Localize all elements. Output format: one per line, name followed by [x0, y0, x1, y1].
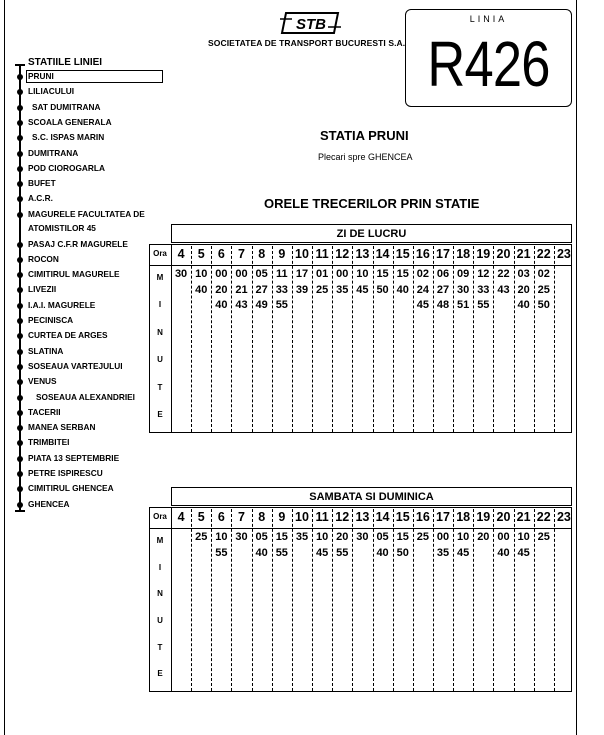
station-item: ATOMISTILOR 45 [28, 223, 96, 234]
minute-cell: 22 [497, 268, 510, 280]
station-item: CIMITIRUL MAGURELE [28, 269, 120, 280]
station-dot [17, 440, 23, 446]
station-dot [17, 212, 23, 218]
minute-cell: 33 [275, 283, 288, 296]
header-separator [149, 265, 572, 266]
hour-column-separator [554, 246, 555, 432]
minute-cell: 35 [295, 531, 309, 543]
minute-cell: 51 [457, 299, 470, 311]
hour-cell: 7 [238, 510, 245, 524]
station-dot [17, 272, 23, 278]
minute-cell: 50 [376, 283, 389, 296]
station-item: SAT DUMITRANA [32, 101, 101, 112]
hour-column-separator [554, 509, 555, 691]
hour-cell: 17 [436, 247, 450, 261]
hour-cell: 5 [197, 510, 205, 524]
hour-cell: 13 [355, 510, 370, 524]
minute-cell: 49 [255, 299, 268, 311]
minute-cell: 39 [295, 283, 309, 296]
minute-letter: I [158, 562, 162, 572]
station-item: CIMITIRUL GHENCEA [28, 483, 114, 494]
station-item: PASAJ C.F.R MAGURELE [28, 238, 128, 249]
station-dot [17, 410, 23, 416]
minute-cell: 48 [436, 299, 450, 311]
minute-cell: 50 [396, 546, 409, 559]
table-title: ZI DE LUCRU [171, 224, 572, 243]
minute-cell: 00 [497, 531, 510, 543]
minute-cell: 45 [356, 283, 369, 296]
minute-letter: M [156, 273, 164, 282]
minute-cell: 00 [336, 268, 349, 280]
station-dot [17, 471, 23, 477]
hour-cell: 8 [258, 510, 266, 524]
minute-cell: 45 [315, 546, 329, 559]
hour-cell: 6 [217, 510, 225, 524]
line-number: R426 [427, 28, 550, 100]
hour-cell: 22 [536, 247, 551, 261]
station-dot [17, 74, 23, 80]
station-item: ROCON [28, 253, 59, 264]
station-dot [17, 242, 23, 248]
station-dot [17, 151, 23, 157]
minute-cell: 25 [195, 531, 208, 543]
hour-cell: 20 [496, 510, 511, 524]
hour-cell: 14 [375, 247, 390, 261]
minute-cell: 40 [497, 546, 510, 559]
minute-cell: 25 [537, 283, 550, 296]
station-item: SLATINA [28, 345, 64, 356]
minute-cell: 02 [416, 268, 429, 280]
minute-cell: 40 [215, 299, 228, 311]
minute-cell: 20 [215, 283, 228, 296]
hour-cell: 15 [395, 510, 410, 524]
minute-cell: 15 [275, 531, 288, 543]
station-item: CURTEA DE ARGES [28, 330, 108, 341]
station-dot [17, 135, 23, 141]
minute-letter: U [157, 616, 163, 625]
hour-cell: 15 [395, 247, 410, 261]
minute-cell: 15 [396, 531, 409, 543]
hour-cell: 14 [375, 510, 390, 524]
minute-cell: 25 [537, 531, 550, 543]
hour-cell: 10 [295, 247, 309, 261]
minute-cell: 55 [336, 546, 349, 559]
minute-cell: 45 [416, 299, 429, 311]
station-item: A.C.R. [28, 193, 53, 204]
station-dot [17, 318, 23, 324]
minute-cell: 27 [436, 283, 450, 296]
station-dot [17, 333, 23, 339]
minute-letter: T [157, 382, 163, 392]
minute-cell: 10 [315, 531, 329, 543]
minute-letter: T [157, 642, 163, 652]
station-item: PECINISCA [28, 315, 74, 325]
minute-cell: 05 [255, 531, 268, 543]
stations-title: STATIILE LINIEI [28, 57, 103, 68]
station-dot [17, 166, 23, 172]
minute-cell: 12 [477, 268, 490, 280]
page-border-left [4, 0, 5, 735]
minute-cell: 43 [235, 299, 248, 311]
minute-cell: 30 [356, 531, 369, 543]
minute-cell: 17 [295, 268, 309, 280]
hour-cell: 8 [258, 247, 266, 261]
hour-cell: 19 [476, 510, 491, 524]
hour-cell: 11 [315, 510, 329, 524]
minute-cell: 50 [537, 299, 550, 311]
minute-cell: 40 [255, 546, 268, 559]
station-item: SOSEAUA VARTEJULUI [28, 360, 123, 371]
minute-cell: 10 [517, 531, 530, 543]
minute-cell: 00 [436, 531, 450, 543]
station-item: BUFET [28, 178, 56, 189]
hour-cell: 9 [278, 510, 286, 524]
stop-name: STATIA PRUNI [320, 128, 409, 143]
station-dot [17, 303, 23, 309]
hour-cell: 16 [415, 247, 430, 261]
minute-cell: 10 [195, 268, 208, 280]
station-item: MAGURELE FACULTATEA DE [28, 208, 145, 219]
minute-letter: M [156, 536, 164, 545]
minute-letter: N [157, 327, 163, 337]
hour-cell: 4 [177, 247, 185, 261]
station-item: MANEA SERBAN [28, 422, 96, 433]
minute-cell: 10 [457, 531, 470, 543]
minute-cell: 00 [215, 268, 228, 280]
logo-text: STB [296, 16, 326, 33]
minute-cell: 10 [215, 531, 228, 543]
station-dot [17, 395, 23, 401]
station-item: I.A.I. MAGURELE [28, 299, 96, 310]
minute-cell: 11 [276, 268, 288, 280]
minute-cell: 20 [336, 531, 349, 543]
station-dot [17, 425, 23, 431]
ora-label: Ora [153, 512, 167, 521]
station-dot [17, 257, 23, 263]
minute-cell: 30 [457, 283, 470, 296]
station-item: TACERII [28, 406, 61, 417]
minute-cell: 02 [537, 268, 550, 280]
station-dot [17, 287, 23, 293]
station-dot [17, 364, 23, 370]
hour-cell: 23 [556, 247, 571, 261]
minute-cell: 25 [416, 531, 429, 543]
minute-letter: E [157, 669, 163, 679]
station-dot [17, 120, 23, 126]
line-label: LINIA [469, 14, 508, 24]
minute-cell: 15 [376, 268, 389, 280]
station-dot [17, 196, 23, 202]
minute-cell: 45 [517, 546, 530, 559]
minute-cell: 03 [517, 268, 530, 280]
minute-cell: 10 [356, 268, 369, 280]
station-item: PIATA 13 SEPTEMBRIE [28, 452, 120, 463]
station-item: SCOALA GENERALA [28, 116, 112, 127]
station-item: GHENCEA [28, 498, 70, 509]
station-item: SOSEAUA ALEXANDRIEI [36, 391, 135, 402]
minute-cell: 27 [255, 283, 268, 296]
station-item: LIVEZII [28, 284, 57, 295]
hour-cell: 6 [217, 247, 225, 261]
minute-cell: 43 [497, 283, 510, 296]
minute-cell: 55 [215, 546, 228, 559]
minute-cell: 15 [396, 268, 409, 280]
station-dot [17, 456, 23, 462]
station-item: TRIMBITEI [28, 437, 70, 448]
minute-letter: E [157, 410, 163, 420]
hour-cell: 20 [496, 247, 511, 261]
minute-cell: 00 [235, 268, 248, 280]
minute-cell: 40 [396, 283, 409, 296]
minute-cell: 40 [517, 299, 530, 311]
hour-cell: 22 [536, 510, 551, 524]
minute-cell: 05 [255, 268, 268, 280]
hour-cell: 7 [238, 247, 245, 261]
minute-cell: 21 [235, 283, 248, 296]
station-item: LILIACULUI [28, 86, 75, 97]
hour-cell: 18 [456, 510, 471, 524]
minute-cell: 05 [376, 531, 389, 543]
minute-cell: 33 [477, 283, 490, 296]
route-cap-bottom [15, 510, 25, 512]
hour-cell: 12 [335, 510, 350, 524]
minute-cell: 20 [477, 531, 490, 543]
header-separator [149, 528, 572, 529]
minute-letter: U [157, 355, 163, 365]
minute-cell: 40 [195, 283, 208, 296]
station-item: VENUS [28, 376, 57, 387]
page-border-right [576, 0, 577, 735]
stb-logo [278, 10, 342, 36]
station-dot [17, 486, 23, 492]
station-dot [17, 181, 23, 187]
station-item: PETRE ISPIRESCU [28, 468, 103, 478]
minute-cell: 30 [174, 268, 188, 280]
minute-cell: 55 [275, 299, 288, 311]
hour-cell: 21 [516, 510, 531, 524]
route-cap-top [15, 64, 25, 66]
minute-cell: 55 [275, 546, 288, 559]
hour-cell: 13 [355, 247, 370, 261]
minute-cell: 09 [457, 268, 470, 280]
ora-label: Ora [153, 249, 167, 258]
hour-cell: 16 [415, 510, 430, 524]
minute-cell: 55 [477, 299, 490, 311]
station-dot [17, 105, 23, 111]
minute-cell: 06 [436, 268, 450, 280]
hour-cell: 21 [516, 247, 531, 261]
minute-cell: 24 [416, 283, 429, 296]
minute-cell: 30 [235, 531, 248, 543]
minute-letter: N [157, 589, 163, 599]
hour-cell: 4 [177, 510, 185, 524]
minute-cell: 35 [336, 283, 349, 296]
hour-cell: 9 [278, 247, 286, 261]
hour-cell: 17 [436, 510, 450, 524]
ora-separator [171, 507, 172, 692]
minute-letter: I [158, 300, 162, 310]
station-item: S.C. ISPAS MARIN [32, 132, 105, 143]
minute-cell: 35 [436, 546, 450, 559]
hour-cell: 18 [456, 247, 471, 261]
hour-cell: 11 [315, 247, 329, 261]
direction: Plecari spre GHENCEA [318, 152, 413, 162]
minute-cell: 01 [315, 268, 329, 280]
station-dot [17, 89, 23, 95]
hour-cell: 10 [295, 510, 309, 524]
station-dot [17, 502, 23, 508]
hour-cell: 19 [476, 247, 491, 261]
station-item: DUMITRANA [28, 147, 79, 158]
station-item: POD CIOROGARLA [28, 162, 105, 173]
table-title: SAMBATA SI DUMINICA [171, 487, 572, 506]
minute-cell: 20 [517, 283, 530, 296]
hour-cell: 5 [197, 247, 205, 261]
company-name: SOCIETATEA DE TRANSPORT BUCURESTI S.A. [208, 38, 406, 48]
station-item: PRUNI [28, 71, 54, 81]
hour-cell: 12 [335, 247, 350, 261]
hour-cell: 23 [556, 510, 571, 524]
minute-cell: 40 [376, 546, 389, 559]
times-title: ORELE TRECERILOR PRIN STATIE [264, 196, 480, 211]
station-dot [17, 379, 23, 385]
line-number-box [405, 9, 572, 107]
station-dot [17, 349, 23, 355]
minute-cell: 45 [457, 546, 470, 559]
minute-cell: 25 [315, 283, 329, 296]
